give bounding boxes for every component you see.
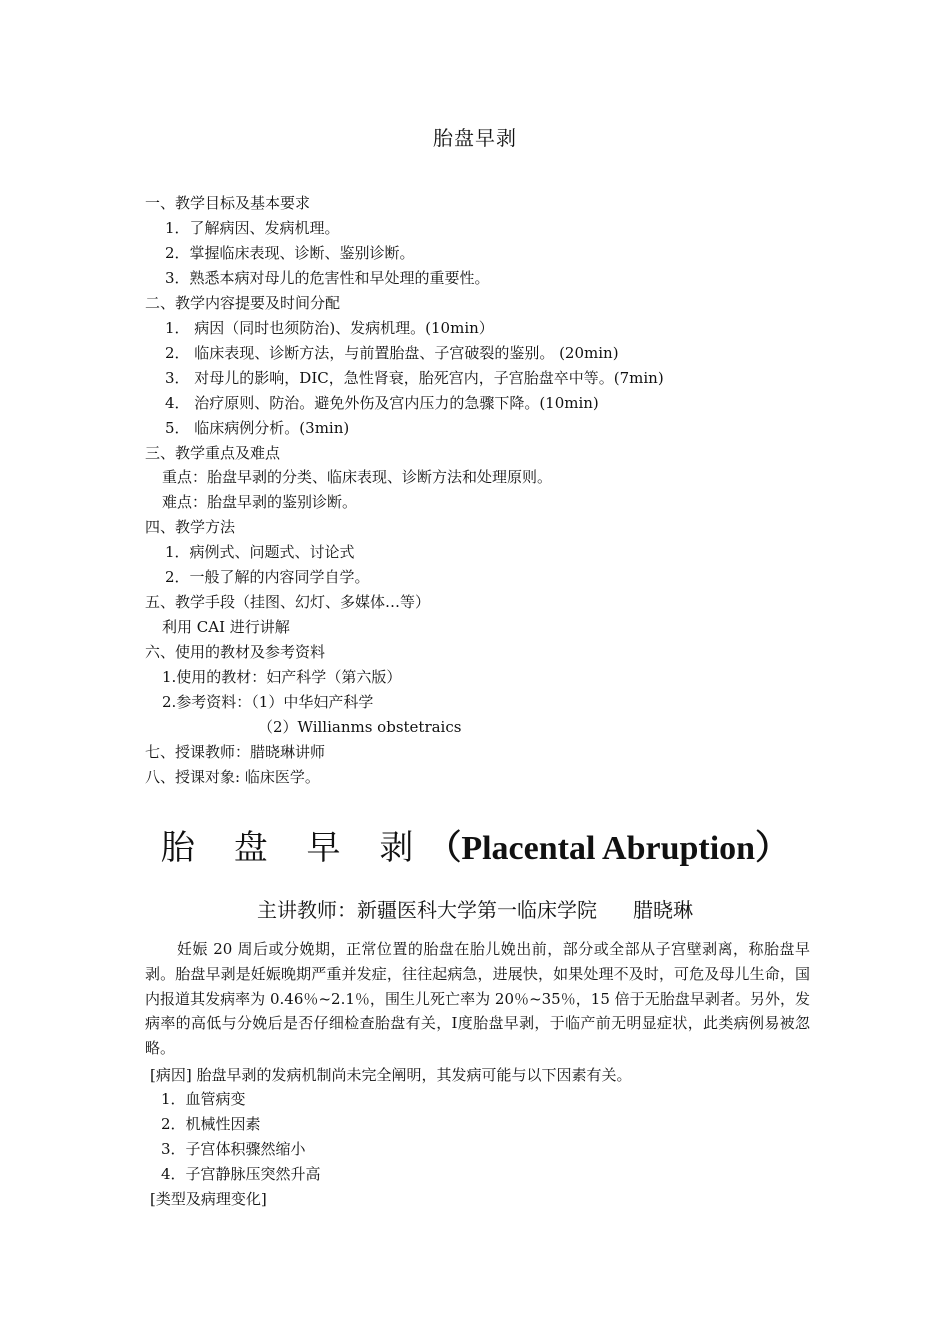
cause-item: 2．机械性因素 — [161, 1115, 261, 1133]
outline-item: 2.参考资料：（1）中华妇产科学 — [162, 693, 374, 711]
outline-section-heading: 八、授课对象: 临床医学。 — [145, 767, 320, 786]
types-heading: [类型及病理变化] — [150, 1190, 267, 1208]
outline-item: 3． 对母儿的影响，DIC，急性肾衰，胎死宫内，子宫胎盘卒中等。(7min) — [165, 368, 664, 387]
outline-item: （2）Willianms obstetraics — [258, 717, 462, 736]
outline-item: 2． 临床表现、诊断方法，与前置胎盘、子宫破裂的鉴别。 (20min) — [165, 343, 619, 362]
outline-section-heading: 五、教学手段（挂图、幻灯、多媒体…等） — [145, 593, 431, 612]
outline-section-heading: 六、使用的教材及参考资料 — [145, 643, 326, 662]
presenter-name: 腊晓琳 — [633, 898, 693, 922]
lecture-title-en: （Placental Abruption） — [427, 830, 790, 867]
outline-section-heading: 七、授课教师：腊晓琳讲师 — [145, 742, 326, 761]
outline-section-heading: 四、教学方法 — [145, 518, 236, 537]
outline-item: 1.使用的教材：妇产科学（第六版） — [162, 668, 402, 687]
lecture-title — [0, 826, 950, 871]
cause-item: 3．子宫体积骤然缩小 — [161, 1140, 306, 1158]
outline-item: 2．一般了解的内容同学自学。 — [165, 568, 370, 587]
outline-item: 3．熟悉本病对母儿的危害性和早处理的重要性。 — [165, 268, 490, 287]
outline-item: 重点：胎盘早剥的分类、临床表现、诊断方法和处理原则。 — [162, 468, 553, 487]
outline-section-heading: 一、教学目标及基本要求 — [145, 194, 311, 212]
outline-item: 1．病例式、问题式、讨论式 — [165, 543, 355, 562]
cause-item: 1．血管病变 — [161, 1090, 246, 1108]
outline-section-heading: 三、教学重点及难点 — [145, 443, 281, 462]
outline-item: 4． 治疗原则、防治。避免外伤及宫内压力的急骤下降。(10min) — [165, 393, 599, 412]
intro-paragraph: 妊娠 20 周后或分娩期，正常位置的胎盘在胎儿娩出前，部分或全部从子宫壁剥离，称胎盘早剥。胎盘早剥是妊娠晚期严重并发症，往往起病急，进展快，如果处理不及时，可危及母儿生命，国内报道其发病率为 0.46％~2.1％，围生儿死亡率为 20％~35％，15 倍于无胎盘早剥者。另外，发病率的高低与分娩后是否仔细检查胎盘有关，Ⅰ度胎盘早剥，于临产前无明显症状，此类病例易被忽略。 — [145, 940, 810, 1058]
outline-section-heading: 二、教学内容提要及时间分配 — [145, 293, 341, 312]
lecture-title-zh: 胎 盘 早 剥 — [160, 828, 428, 868]
outline-item: 1．了解病因、发病机理。 — [165, 218, 340, 237]
presenter-line — [0, 894, 950, 923]
cause-heading: [病因] 胎盘早剥的发病机制尚未完全阐明，其发病可能与以下因素有关。 — [150, 1066, 632, 1084]
outline-item: 利用 CAI 进行讲解 — [162, 618, 290, 637]
cause-item: 4．子宫静脉压突然升高 — [161, 1165, 321, 1183]
outline-item: 1． 病因（同时也须防治)、发病机理。(10min） — [165, 318, 494, 337]
outline-item: 2．掌握临床表现、诊断、鉴别诊断。 — [165, 243, 415, 262]
outline-item: 5． 临床病例分析。(3min) — [165, 418, 350, 437]
document-title: 胎盘早剥 — [433, 126, 517, 150]
outline-item: 难点：胎盘早剥的鉴别诊断。 — [162, 493, 358, 512]
presenter-label: 主讲教师：新疆医科大学第一临床学院 — [257, 898, 597, 922]
